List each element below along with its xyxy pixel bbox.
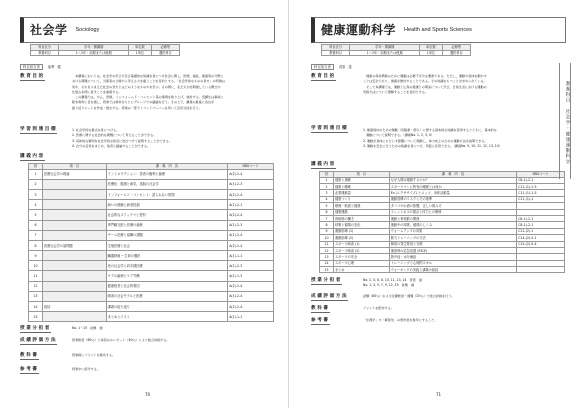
row-sbo-code: C8-1)-2-1 [517,177,565,183]
row-content: ケアの倫理とケア労働 [106,271,228,281]
instructor-name: 菅原 滋 [338,65,352,70]
instructor-label: 科目担当者 [311,64,334,70]
table-row [29,179,274,189]
row-number: 9 [320,228,334,234]
info-header: 学年・開講期 [350,45,420,51]
table-row [29,189,274,199]
table-row [29,200,274,210]
info-value: 1～2年・前期または後期 [59,50,129,56]
col-header: SBOコード [517,172,565,178]
text-line: そこで本講義では，運動と心身の健康との関係について学び，日常生活における運動の [363,84,487,89]
row-number: 7 [320,215,334,221]
info-value: 1単位 [420,50,443,56]
row-content: 医療化：健康と病気，逸脱の社会学 [106,179,228,189]
row-number: 8 [29,240,43,250]
row-sbo-code: A(2)-2-4 [228,240,274,250]
goal-text [363,74,565,95]
text-line: 4. 自分の意見をまとめ，他者と議論することができる。 [72,143,151,148]
row-item: まとめ [333,267,389,273]
table-row [29,169,274,179]
row-item: 健康と運動 [333,177,389,183]
instructor-label: 科目担当者 [20,64,43,70]
info-value: 教養科目 [31,50,59,56]
info-header: 科目区分 [322,45,350,51]
row-content: 障害の社会モデルと医療 [106,291,228,301]
row-item [42,189,106,199]
section-heading-evaluation: 成績評価方法 [20,338,57,345]
info-value: 教養科目 [322,50,350,56]
row-content: インフォームド・コンセント：語られない質問 [106,189,228,199]
instructor-row [20,64,61,70]
row-number: 1 [320,177,334,183]
col-header: 項 目 [42,164,106,170]
page-gutter [288,0,289,408]
instructor-name: 能勢 健 [47,65,61,70]
course-title-en: Sociology [75,26,100,33]
text-line: 運動について説明できる。（講義No. 1, 2, 3, 4） [363,133,434,138]
row-content: 健康格差と社会的要因 [106,281,228,291]
row-content: 運動習慣のリスクとその基準 [389,196,516,202]
row-item: 健康と睡眠 [333,183,389,189]
row-item: 医療社会学の諸問題 [42,240,106,250]
row-number: 4 [29,200,43,210]
section-heading-evaluation: 成績評価方法 [311,294,348,301]
row-content: フィットネスの視点と体力との関係 [389,209,516,215]
table-row [29,302,274,312]
table-row [29,251,274,261]
row-item [42,220,106,230]
row-sbo-code: A(1)-2-4 [228,230,274,240]
table-row [29,210,274,220]
text-line: 2. 医療に関する社会的な問題について考えることができる。 [72,133,157,138]
row-number: 1 [29,169,43,179]
row-sbo-code: A(2)-2-4 [228,189,274,199]
row-sbo-code: A(1)-2-4 [228,291,274,301]
table-row [29,220,274,230]
left-page [20,8,275,400]
section-heading-presentation: 授業分担者 [311,278,342,285]
row-content: スポーツマンに特有の睡眠とは何か [389,183,516,189]
row-content: 臓器移植 ─ 生命の選択 [106,251,228,261]
row-item: スポーツ心理 [333,260,389,266]
row-sbo-code [517,267,565,273]
course-title-en: Health and Sports Sciences [404,26,472,33]
presentation-text: No. 1～15 能勢 健 [72,326,103,330]
textbook-text: 授業時にプリントを配布する。 [72,353,116,357]
row-number: 11 [320,241,334,247]
row-sbo-code: C8-1)-2-1 [517,222,565,228]
lecture-table [28,163,274,322]
right-page [311,8,566,400]
page-number: 71 [435,392,442,397]
info-header: 必修等 [442,45,470,51]
info-header: 必修等 [151,45,179,51]
row-sbo-code: C11-(2)-1 [517,228,565,234]
reference-text: 授業中に紹介する。 [72,367,100,371]
text-line: 何か，それをふまえた社会の見方とはどのようなものかを学ぶ。その際に，私たちが自明視している概念や [72,84,221,89]
course-info-table [30,44,180,56]
text-line: 振り返りシートを作成・提出する。授業の一部でミニットペーパーを用いて意見交流を行う。 [72,105,202,110]
row-number: 5 [29,210,43,220]
course-info-table [321,44,471,56]
row-item: スポーツ障害 (2) [333,247,389,253]
text-line: 1. 健康保持のための運動（有酸素・筋力）に関する基本的な知識を習得するとともに，基本的な [363,128,497,132]
row-number: 5 [320,203,334,209]
row-number: 11 [29,271,43,281]
row-content: 運動中の呼吸，循環のしくみ [389,222,516,228]
section-heading-content: 講義内容 [311,162,336,169]
row-content: 傷害時の応急処置 (RICE) [389,247,516,253]
row-sbo-code: A(1)-1-3 [228,271,274,281]
row-item: 健康づくり [333,196,389,202]
reference-text: 「生理学」や「解剖学」の教科書を参考にすること。 [363,318,438,322]
row-item [42,312,106,322]
course-title-bar [20,17,275,43]
row-item: 骨格筋の働き [333,215,389,221]
section-heading-objectives: 学習到達目標 [311,126,348,133]
text-line: 1. 社会学的な視点を身につける。 [72,128,120,132]
col-header: SBOコード [228,164,274,170]
row-number: 13 [29,291,43,301]
info-header: 学年・開講期 [59,45,129,51]
row-number: 10 [320,235,334,241]
info-header: 単位数 [420,45,443,51]
info-header: 単位数 [129,45,152,51]
evaluation-text: 授業態度（60％）と毎回の小レポート（40％）により総合評価する。 [72,338,170,342]
lecture-table [319,171,565,273]
row-sbo-code: C11-(1)-1 [517,196,565,202]
table-row [320,267,565,273]
row-number: 10 [29,261,43,271]
info-header: 科目区分 [31,45,59,51]
row-content: まとめとテスト [106,312,228,322]
col-header: 項 目 [333,172,389,178]
section-side-tab: 教養科目 社会学・健康運動科学 [559,63,571,179]
objectives-text [363,128,565,149]
row-number: 6 [320,209,334,215]
row-number: 12 [320,247,334,253]
row-item: 呼吸と循環の変化 [333,222,389,228]
row-number: 2 [29,179,43,189]
row-number: 14 [29,302,43,312]
row-sbo-code: C11-(1)-1-5 [517,190,565,196]
row-number: 7 [29,230,43,240]
row-content: 講義の振り返り [106,302,228,312]
col-header: 講 義 内 容 [389,172,516,178]
row-content: 死の社会学と終末期医療 [106,261,228,271]
row-item [42,200,106,210]
table-row [29,312,274,322]
row-item: 健康運動 [333,209,389,215]
row-sbo-code: A(1)-2-3 [228,261,274,271]
table-row [29,240,274,250]
table-row [29,230,274,240]
row-number: 14 [320,260,334,266]
text-line: 配布資料に目を通し，授業では資料をもとにグループでの議論を行う。その上で，講義の最後に各自が [72,100,215,105]
col-header: 回 [320,172,334,178]
text-line: 2. 運動が身体にもたらす影響について理解し，体力向上のための運動方法を説明できる。 [363,138,488,143]
row-number: 15 [320,267,334,273]
info-value: 1単位 [129,50,152,56]
row-content: 病いの経験と病者役割 [106,200,228,210]
row-item: 喫煙・飲酒と健康 [333,203,389,209]
section-heading-goal: 教育目的 [20,74,45,81]
course-title: 健康運動科学 [321,22,397,37]
row-content: 障害の発生要因と対策 [389,241,516,247]
row-item [42,251,106,261]
section-heading-reference: 参考書 [20,367,39,374]
row-item: スポーツ障害 (1) [333,241,389,247]
textbook-text: プリントを配布する。 [363,306,394,310]
section-heading-textbook: 教科書 [20,353,39,360]
table-row [29,271,274,281]
page-number: 70 [144,392,151,397]
row-content: 専門職支配と医療の倫理 [106,220,228,230]
row-number: 8 [320,222,334,228]
row-content: 筋力トレーニングの方法 [389,235,516,241]
row-sbo-code: A(1)-2-1 [228,200,274,210]
text-line: 本講義においては，社会学の学び方及び基礎的な知識を身につけ社会に関し，医療，福祉，健康等の分野に [72,74,224,78]
col-header: 回 [29,164,43,170]
row-number: 12 [29,281,43,291]
row-number: 6 [29,220,43,230]
row-content: ウォームアップの効果 [389,228,516,234]
text-line: 健康の保持増進のために運動は必要不可欠な要素である。ただし，運動や身体を動かす [363,74,487,78]
goal-text [72,74,274,111]
row-number: 15 [29,312,43,322]
col-header: 講 義 内 容 [106,164,228,170]
table-row [29,261,274,271]
text-line: この講義では，かん，医療，インフォームド・コンセント等の事例を取り上げ，検討する。受講生は事前に [72,95,224,100]
row-sbo-code: C14-(2)-5-4 [517,241,565,247]
row-item [42,291,106,301]
row-sbo-code: A(2)-2-4 [228,281,274,291]
row-sbo-code: A(1)-2-3 [228,179,274,189]
row-content: 運動と骨格筋の関係 [389,215,516,221]
row-number: 3 [320,190,334,196]
row-sbo-code: A(2)-2-4 [228,210,274,220]
row-sbo-code: A(2)-2-4 [228,302,274,312]
course-title: 社会学 [30,22,68,37]
row-content: タバコやお酒の影響，正しい飲み方 [389,203,516,209]
row-number: 3 [29,189,43,199]
row-sbo-code: C8-1)-2-1 [517,215,565,221]
row-content: 熱中症・水分補給 [389,254,516,260]
evaluation-text: 試験（80％）および受講態度・課題（20％）で総合評価を行う。 [363,294,455,298]
row-item [42,261,106,271]
row-content: イントロダクション：患者の権利と倫理 [106,169,228,179]
text-line: ことは安全であり，健康を維持することである。その知識をもつことが求められている。 [363,79,487,84]
section-heading-objectives: 学習到達目標 [20,127,57,134]
row-item [42,281,106,291]
section-heading-presentation: 授業分担者 [20,326,51,333]
row-content: なぜ人間は運動するのか？ [389,177,516,183]
row-content: 生殖医療と社会 [106,240,228,250]
row-content: トレーニングと心理的スキル [389,260,516,266]
info-value: 選択科目 [151,50,179,56]
objectives-text [72,128,274,149]
row-sbo-code: A(1)-2-3 [228,220,274,230]
row-number: 9 [29,251,43,261]
row-sbo-code: C11-(1)-1-5 [517,183,565,189]
text-line: おける問題について，当事者の立場から考える力を養うことを目的とする。「社会学的なものの見方」の特徴は [72,79,226,84]
row-number: 2 [320,183,334,189]
row-item: 運動指導 (2) [333,235,389,241]
info-value: 1～2年・前期または後期 [350,50,420,56]
row-content: ウォーキングの実践と講義の総括 [389,267,516,273]
row-item: 必要運動量 [333,190,389,196]
info-value: 選択科目 [442,50,470,56]
row-item: スポーツの安全 [333,254,389,260]
row-item: 総括 [42,302,106,312]
course-title-bar [311,17,566,43]
row-content: チーム医療と協働の課題 [106,230,228,240]
text-line: 3. 具体的な事例を社会学的な知見に結びつけて説明することができる。 [72,138,172,143]
row-item [42,179,106,189]
table-row [29,281,274,291]
section-heading-reference: 参考書 [311,318,330,325]
instructor-row [311,64,352,70]
row-sbo-code: A(1)-1-1 [228,251,274,261]
row-sbo-code: C14-(2)-5-1 [517,235,565,241]
row-item: 医療社会学の理論 [42,169,106,179]
row-sbo-code: A(2)-2-4 [228,169,274,179]
row-sbo-code: A(1)-1-1 [228,312,274,322]
row-number: 4 [320,196,334,202]
section-heading-content: 講義内容 [20,154,45,161]
presentation-text: No. 2, 4, 6, 8, 10, 11, 13, 14 菅原 滋 No. 1, 3, 5, 7, 9, 12, 15 能勢 健 [363,278,422,288]
section-heading-goal: 教育目的 [311,74,336,81]
text-line: 3. 運動を安全に行うための知識を身につけ，実践に応用できる。（講義No. 9, 10, 11, 12, 13, 14） [363,143,502,148]
row-number: 13 [320,254,334,260]
row-item: 運動指導 (1) [333,228,389,234]
table-row [29,291,274,301]
text-line: 仕組みを問い直すことを重視する。 [72,89,122,94]
row-item [42,230,106,240]
row-content: 社会的なスティグマと差別 [106,210,228,220]
text-line: 実践方法について理解することを目的とする。 [363,89,428,94]
row-content: Ex (エクササイズ) とメッツ，身体活動量 [389,190,516,196]
section-heading-textbook: 教科書 [311,306,330,313]
row-item [42,210,106,220]
row-item [42,271,106,281]
